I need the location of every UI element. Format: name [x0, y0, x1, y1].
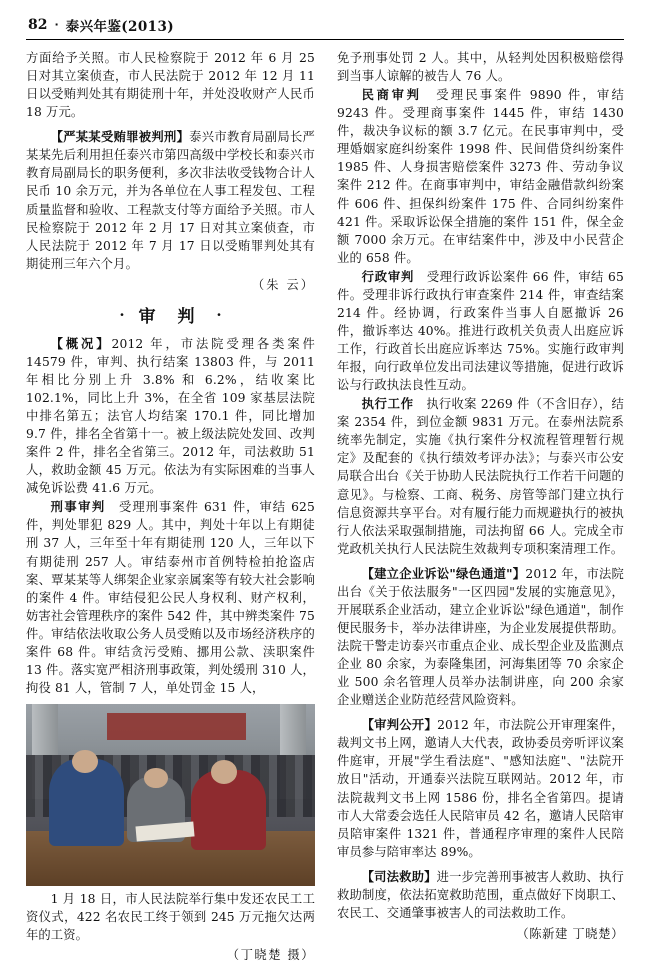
- civil-trial-lead: 民商审判: [361, 87, 422, 103]
- continued-paragraph-right: 免予刑事处罚 2 人。其中，从轻判处因积极赔偿得到当事人谅解的被告人 76 人。: [337, 51, 624, 84]
- article-yan-case-body: 泰兴市教育局副局长严某某先后利用担任泰兴市第四高级中学校长和泰兴市教育局副局长的职务便利，多次非法收受钱物合计人民币 10 余万元，并为各单位在人事工程发包、工程质量监督和验收、工程款支付等方面给予关照。市人民检察院于 2012 年 2 月 17 日对其立案侦查，市人民法院于 2012 年 7 月 17 日以受贿罪判处其有期徒刑三年六个月。: [26, 130, 315, 271]
- overview-lead: 【概况】: [50, 335, 112, 351]
- page-header: [26, 14, 624, 36]
- enforcement-paragraph: [337, 395, 624, 558]
- section-title-right-dot: ·: [216, 305, 222, 324]
- overview-body: 2012 年，市法院受理各类案件 14579 件，审判、执行结案 13803 件，与 2011 年相比分别上升 3.8% 和 6.2%，结收案比 102.1%，同比上升 3%，在全省 109 家基层法院中排名第五；法官人均结案 170.1 件，同比增加 9.7 件，排名全省第十一。被上级法院处发回、改判案件 2 件，排名全省第三。2012 年，司法救助 51 人，救助金额 45 万元。依法为有实际困难的当事人减免诉讼费 41.6 万元。: [26, 336, 315, 496]
- judicial-aid-lead: 【司法救助】: [361, 868, 437, 884]
- green-channel-body: 2012 年，市法院出台《关于依法服务"一区四园"发展的实施意见》，开展联系企业活动，建立企业诉讼"绿色通道"，制作便民服务卡，举办法律讲座，为企业发展提供帮助。法院干警走访泰兴市重点企业、成长型企业及监测点企业 80 余家，为泰隆集团，河海集团等 70 余家企业 500 余名管理人员举办法制讲座，向 200 余家企业赠送企业防范经营风险资料。: [337, 566, 624, 708]
- criminal-trial-paragraph: [26, 498, 315, 697]
- two-column-body: [26, 49, 625, 963]
- photo-head-right: [211, 760, 237, 784]
- photo-block: [26, 704, 315, 963]
- photo-caption-credit: （丁晓楚 摄）: [226, 948, 315, 963]
- section-title-text: 审 判: [138, 306, 203, 327]
- green-channel-paragraph: [337, 565, 624, 710]
- header-separator-dot: ·: [54, 17, 59, 31]
- article-yan-case-lead: 【严某某受贿罪被判刑】: [50, 129, 190, 145]
- left-column: [26, 49, 315, 963]
- civil-trial-body: 受理民事案件 9890 件，审结 9243 件。受理商事案件 1445 件，审结 1430 件，裁决争议标的额 3.7 亿元。在民事审判中，受理婚姻家庭纠纷案件 1998 件、民间借贷纠纷案件 1985 件、人身损害赔偿案件 3273 件、劳动争议案件 212 件。在商事审判中，审结金融借款纠纷案件 606 件、担保纠纷案件 175 件、合同纠纷案件 421 件。采取诉讼保全措施的案件 151 件，保全金额 7000 余万元。在审结案件中，涉及中小民营企业的 658 件。: [337, 88, 625, 265]
- green-channel-lead: 【建立企业诉讼"绿色通道"】: [361, 565, 526, 581]
- judicial-aid-paragraph: [337, 868, 624, 922]
- open-trial-lead: 【审判公开】: [361, 717, 438, 733]
- judicial-aid-body: 进一步完善刑事被害人救助、执行救助制度，依法拓宽救助范围，重点做好下岗职工、农民工、交通肇事被害人的司法救助工作。: [337, 869, 624, 920]
- overview-paragraph: [26, 335, 315, 498]
- photo-banner: [107, 713, 246, 740]
- open-trial-paragraph: [337, 716, 624, 861]
- book-title: 泰兴年鉴(2013): [65, 19, 175, 35]
- header-divider: [26, 39, 624, 40]
- page-number: 82: [28, 17, 48, 33]
- section-title-left-dot: ·: [119, 305, 125, 324]
- article-yan-case: [26, 128, 315, 273]
- continued-paragraph: 方面给予关照。市人民检察院于 2012 年 6 月 25 日对其立案侦查，市人民法院于 2012 年 12 月 11 日以受贿判处其有期徒刑十年，并处没收财产人民币 18 万元。: [26, 51, 315, 120]
- section-title-trial: [26, 302, 315, 327]
- article-yan-case-signature: （朱 云）: [251, 277, 315, 292]
- photo-caption: 1 月 18 日，市人民法院举行集中发还农民工工资仪式，422 名农民工终于领到 245 万元拖欠达两年的工资。: [26, 892, 315, 942]
- right-column-signature: （陈新建 丁晓楚）: [516, 926, 624, 941]
- photo-head-left: [72, 750, 98, 774]
- photo-head-middle: [144, 768, 167, 788]
- open-trial-body: 2012 年，市法院公开审理案件，裁判文书上网，邀请人大代表，政协委员旁听评议案件庭审，开展"学生看法庭"、"感知法庭"、"法院开放日"活动，开通泰兴法院互联网站。2012 年，市法院裁判文书上网 1586 份，排名全省第四。提请市人大常委会选任人民陪审员 42 名，邀请人民陪审员陪审案件 1321 件，普通程序审理的案件人民陪审员参与陪审率达 89%。: [337, 718, 624, 859]
- right-column: [337, 49, 625, 941]
- administrative-trial-lead: 行政审判: [361, 268, 415, 284]
- enforcement-body: 执行收案 2269 件（不含旧存），结案 2354 件，到位金额 9831 万元。在泰州法院系统率先制定，实施《执行案件分权流程管理暂行规定》及配套的《执行绩效考评办法》；与泰兴市公安局联合出台《关于协助人民法院执行工作若干问题的意见》。与检察、工商、税务、房管等部门建立执行信息资源共享平台。对有履行能力而规避执行的被执行人依法采取强制措施，司法拘留 66 人。完成全市党政机关执行人民法院生效裁判专项积案清理工作。: [337, 397, 624, 556]
- criminal-trial-lead: 刑事审判: [50, 499, 106, 515]
- administrative-trial-paragraph: [337, 268, 624, 394]
- administrative-trial-body: 受理行政诉讼案件 66 件，审结 65 件。受理非诉行政执行审查案件 214 件，审查结案 214 件。经协调，行政案件当事人自愿撤诉 26 件，撤诉率达 40%。推进行政机关负责人出庭应诉工作，行政首长出庭应诉率达 75%。实施行政审判年报，向行政单位发出司法建议等措施，促进行政诉讼与行政执法良性互动。: [337, 269, 625, 393]
- enforcement-lead: 执行工作: [361, 396, 414, 412]
- criminal-trial-body: 受理刑事案件 631 件，审结 625 件，判处罪犯 829 人。其中，判处十年以上有期徒刑 37 人，三年至十年有期徒刑 120 人，三年以下有期徒刑 257 人。审结泰州市首例特检拍抢盗店案、覃某某等人绑架企业家亲属案等有较大社会影响的案件 4 件。审结侵犯公民人身权利、财产权利，妨害社会管理秩序的案件 542 件，其中辨类案件 75 件。审结依法收取公务人员受贿以及市场经济秩序的案件 68 件。审结贪污受贿、挪用公款、渎职案件 13 件。落实宽严相济刑事政策，判处缓刑 310 人，拘役 81 人，管制 7 人，单处罚金 15 人，: [26, 500, 315, 695]
- court-ceremony-photo: [26, 704, 315, 886]
- civil-trial-paragraph: [337, 86, 624, 267]
